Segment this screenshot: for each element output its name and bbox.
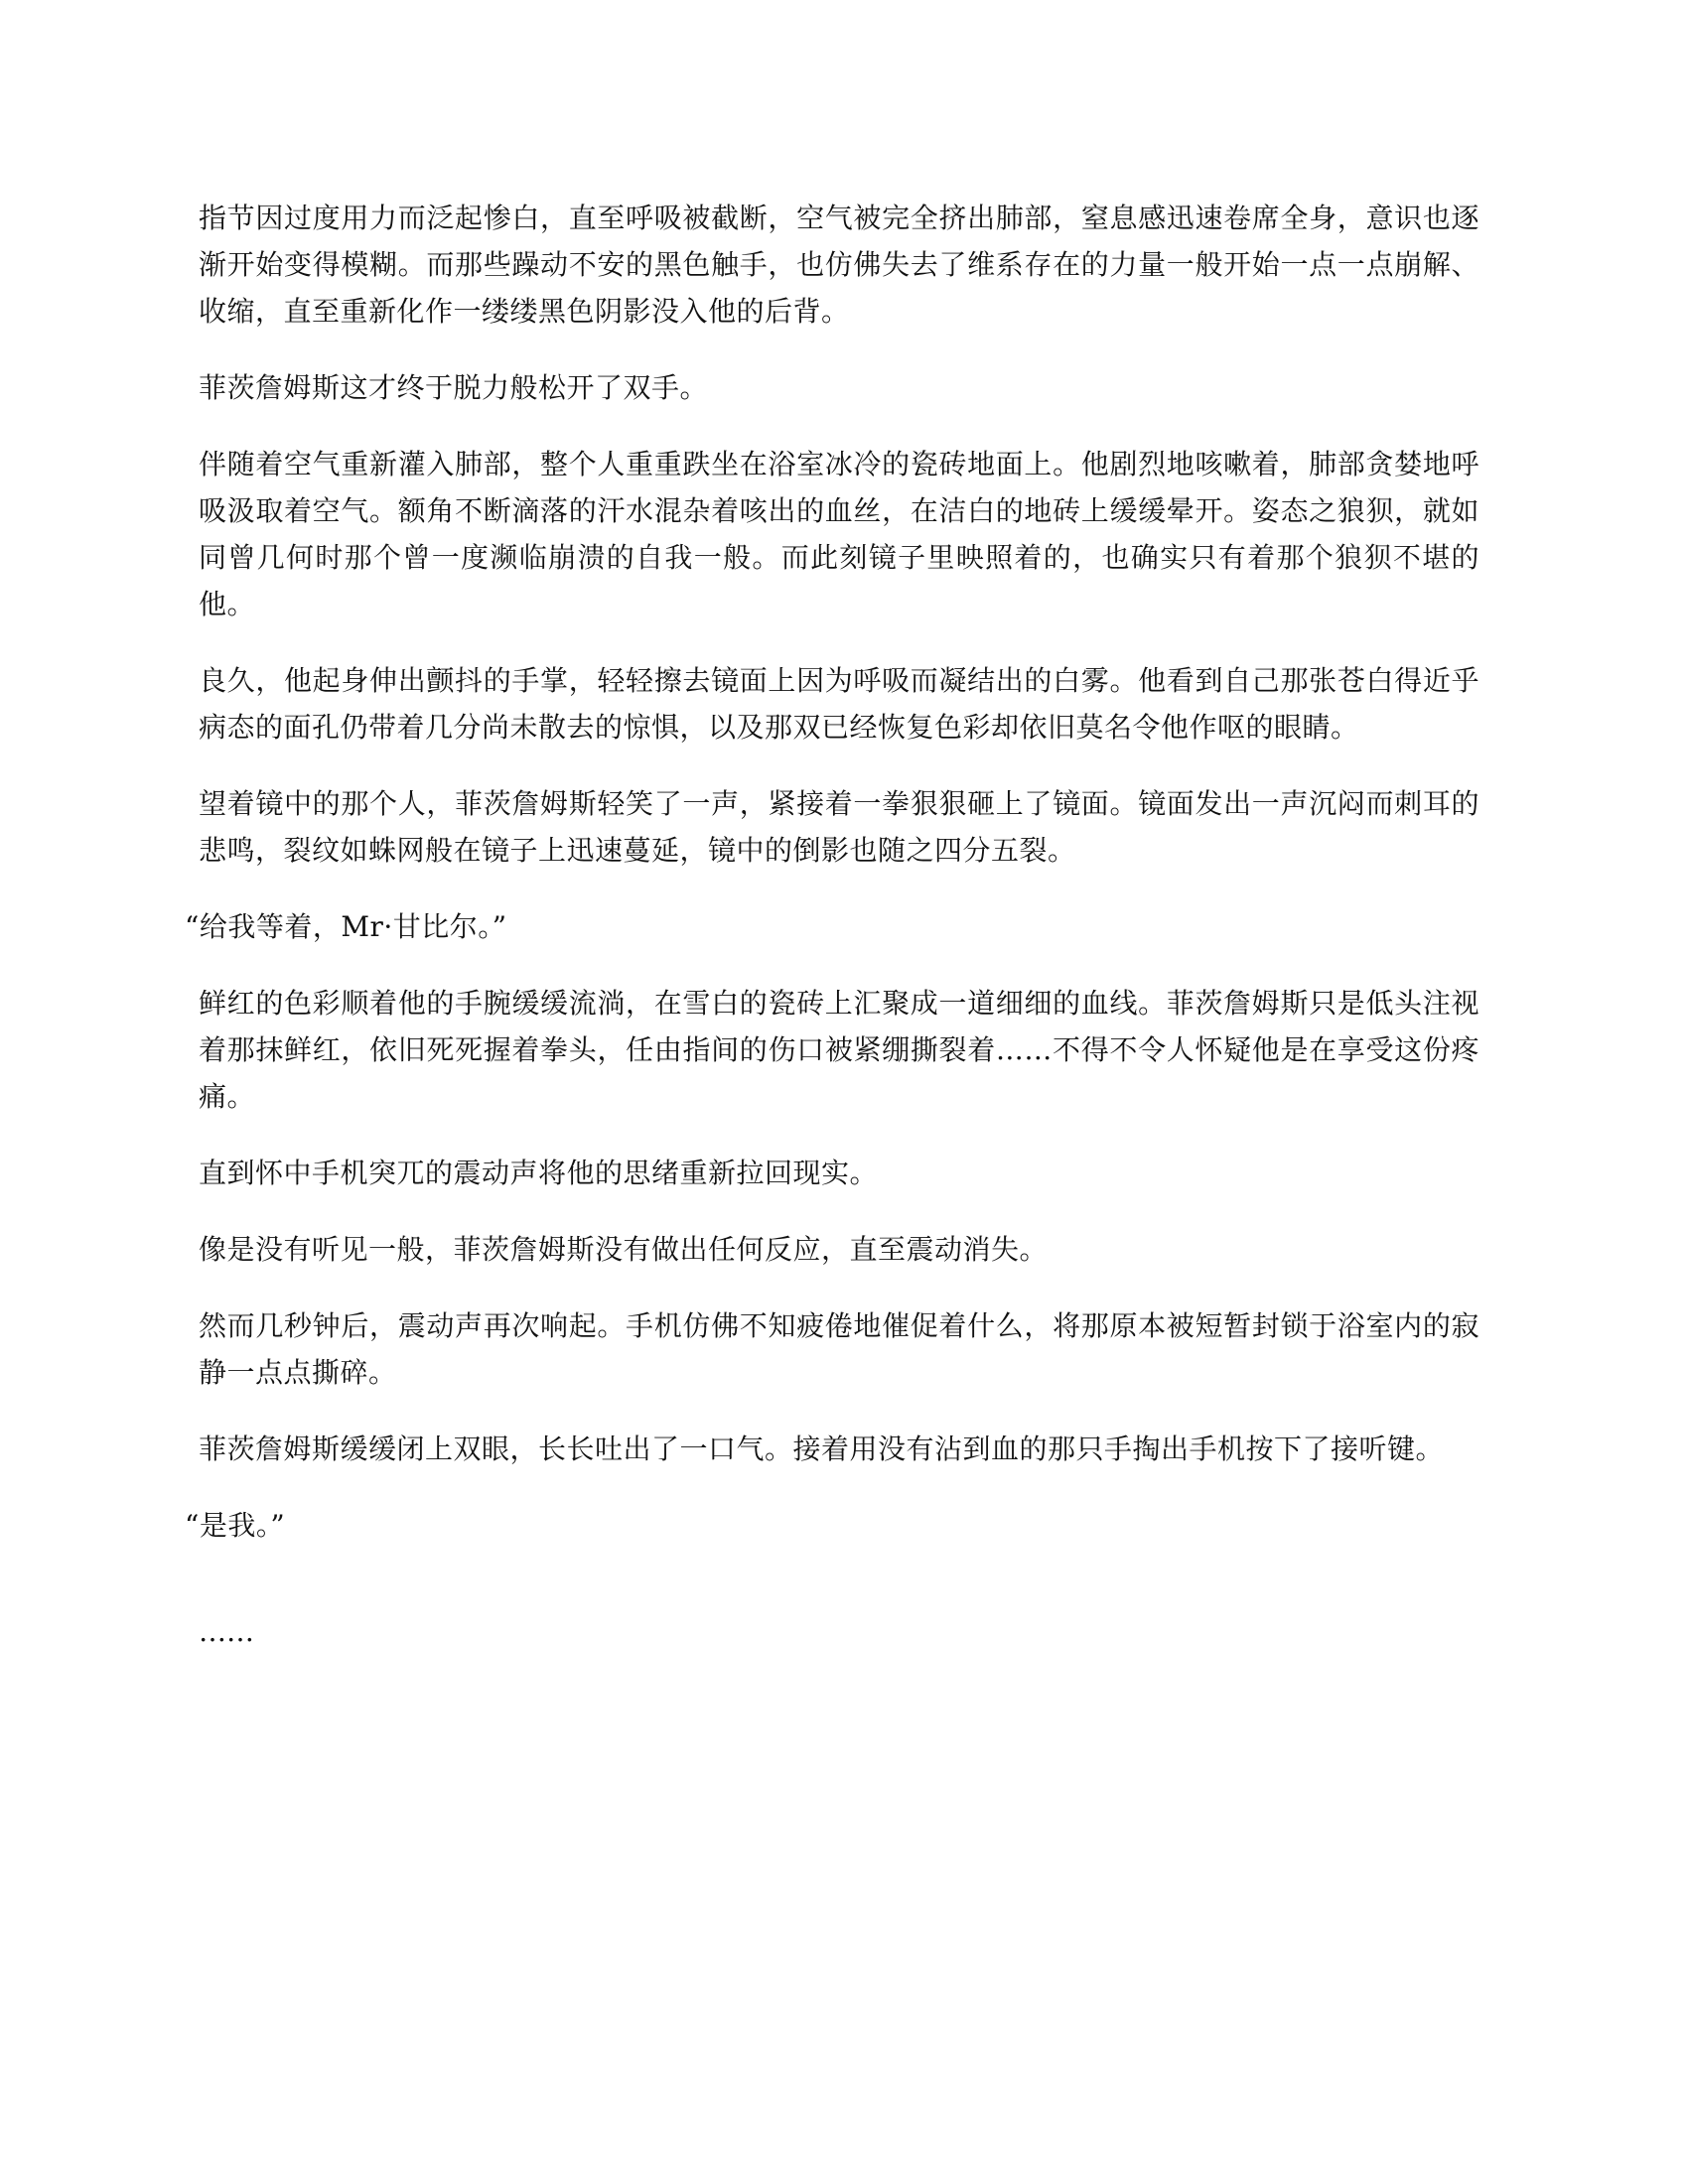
paragraph-7: 鲜红的色彩顺着他的手腕缓缓流淌，在雪白的瓷砖上汇聚成一道细细的血线。菲茨詹姆斯只是低头注视着那抹鲜红，依旧死死握着拳头，任由指间的伤口被紧绷撕裂着……不得不令人怀疑他是在享受这份疼痛。 (199, 987, 1479, 1113)
paragraph-4: 良久，他起身伸出颤抖的手掌，轻轻擦去镜面上因为呼吸而凝结出的白雾。他看到自己那张苍白得近乎病态的面孔仍带着几分尚未散去的惊惧，以及那双已经恢复色彩却依旧莫名令他作呕的眼睛。 (199, 664, 1479, 744)
dialogue-line-1: “给我等着，Mr·甘比尔。” (185, 910, 507, 943)
dialogue-line-2: “是我。” (185, 1509, 286, 1542)
paragraph-11: 菲茨詹姆斯缓缓闭上双眼，长长吐出了一口气。接着用没有沾到血的那只手掏出手机按下了接听键。 (199, 1433, 1445, 1465)
paragraph-1: 指节因过度用力而泛起惨白，直至呼吸被截断，空气被完全挤出肺部，窒息感迅速卷席全身，意识也逐渐开始变得模糊。而那些躁动不安的黑色触手，也仿佛失去了维系存在的力量一般开始一点一点崩解、收缩，直至重新化作一缕缕黑色阴影没入他的后背。 (199, 202, 1479, 328)
scene-break-ellipsis: …… (199, 1615, 254, 1648)
text-body (185, 195, 1479, 1685)
paragraph-10: 然而几秒钟后，震动声再次响起。手机仿佛不知疲倦地催促着什么，将那原本被短暂封锁于浴室内的寂静一点点撕碎。 (199, 1309, 1479, 1389)
paragraph-3: 伴随着空气重新灌入肺部，整个人重重跌坐在浴室冰冷的瓷砖地面上。他剧烈地咳嗽着，肺部贪婪地呼吸汲取着空气。额角不断滴落的汗水混杂着咳出的血丝，在洁白的地砖上缓缓晕开。姿态之狼狈，就如同曾几何时那个曾一度濒临崩溃的自我一般。而此刻镜子里映照着的，也确实只有着那个狼狈不堪的他。 (199, 448, 1479, 620)
paragraph-2: 菲茨詹姆斯这才终于脱力般松开了双手。 (199, 371, 709, 404)
paragraph-5: 望着镜中的那个人，菲茨詹姆斯轻笑了一声，紧接着一拳狠狠砸上了镜面。镜面发出一声沉闷而刺耳的悲鸣，裂纹如蛛网般在镜子上迅速蔓延，镜中的倒影也随之四分五裂。 (199, 787, 1479, 867)
paragraph-9: 像是没有听见一般，菲茨詹姆斯没有做出任何反应，直至震动消失。 (199, 1233, 1049, 1266)
paragraph-8: 直到怀中手机突兀的震动声将他的思绪重新拉回现实。 (199, 1157, 879, 1189)
